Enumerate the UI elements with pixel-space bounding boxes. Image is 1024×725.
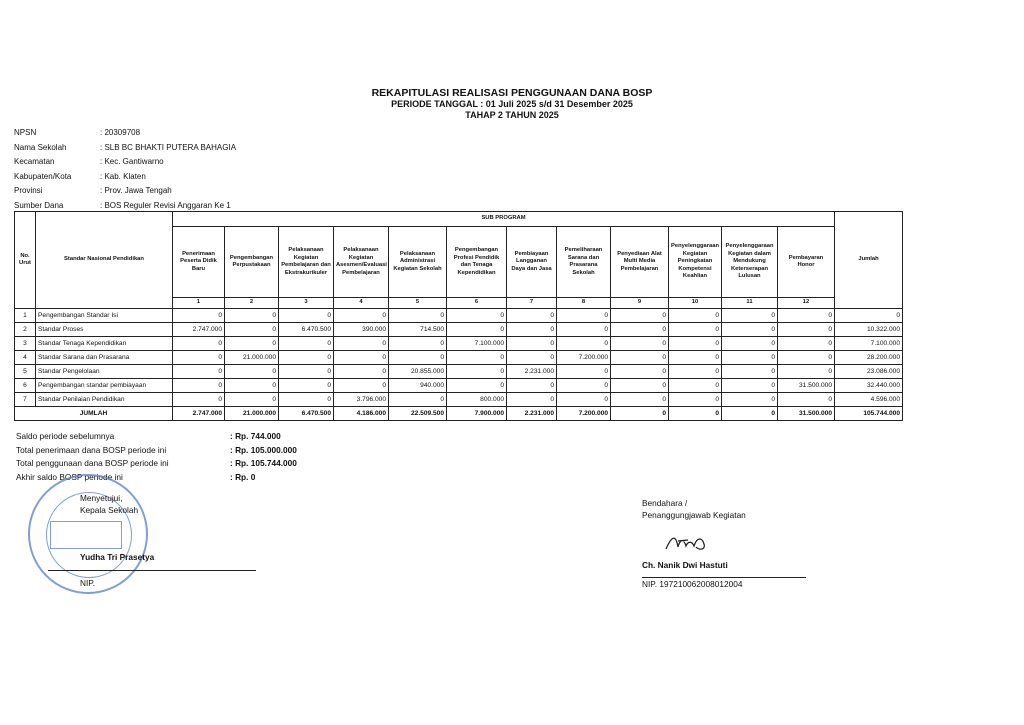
row-value: 0	[557, 365, 611, 379]
total-value: 0	[669, 407, 722, 421]
table-row	[15, 393, 903, 407]
row-value: 0	[669, 365, 722, 379]
row-standard-name: Standar Pengelolaan	[36, 365, 173, 379]
no-header: No. Urut	[15, 212, 36, 309]
row-value: 0	[722, 365, 778, 379]
treasurer-signature-block	[642, 497, 746, 589]
row-value: 0	[778, 323, 835, 337]
table-row	[15, 379, 903, 393]
info-label: Kabupaten/Kota	[14, 171, 72, 181]
treasurer-name: Ch. Nanik Dwi Hastuti	[642, 560, 728, 570]
row-value: 0	[225, 379, 279, 393]
row-standard-name: Pengembangan standar pembiayaan	[36, 379, 173, 393]
row-number: 2	[15, 323, 36, 337]
total-header: Jumlah	[835, 212, 903, 309]
row-value: 0	[557, 309, 611, 323]
row-value: 0	[557, 393, 611, 407]
summary-value: : Rp. 744.000	[230, 431, 281, 441]
row-value: 0	[389, 393, 447, 407]
sub-column-number: 2	[225, 298, 279, 309]
document-stage: TAHAP 2 TAHUN 2025	[465, 110, 559, 120]
row-value: 0	[557, 337, 611, 351]
row-value: 0	[611, 351, 669, 365]
approval-label: Menyetujui,	[80, 493, 123, 503]
table-row	[15, 309, 903, 323]
info-value: : Kec. Gantiwarno	[100, 157, 164, 167]
principal-nip: NIP.	[80, 578, 96, 588]
row-value: 0	[722, 323, 778, 337]
standard-header: Standar Nasional Pendidikan	[36, 212, 173, 309]
treasurer-nip: NIP. 197210062008012004	[642, 579, 743, 589]
summary-value: : Rp. 105.000.000	[230, 444, 297, 455]
row-total: 28.200.000	[835, 351, 903, 365]
row-value: 0	[334, 351, 389, 365]
row-number: 7	[15, 393, 36, 407]
row-value: 7.200.000	[557, 351, 611, 365]
summary-row	[16, 445, 297, 459]
row-value: 0	[722, 351, 778, 365]
info-row	[14, 143, 236, 158]
document-title-block	[0, 88, 1024, 121]
row-value: 0	[611, 309, 669, 323]
row-total: 10.322.000	[835, 323, 903, 337]
total-value: 7.900.000	[447, 407, 507, 421]
row-value: 0	[225, 309, 279, 323]
row-value: 0	[173, 309, 225, 323]
info-label: NPSN	[14, 128, 37, 137]
sub-column-header: Pembayaran Honor	[778, 227, 835, 298]
summary-label: Total penggunaan dana BOSP periode ini	[16, 458, 169, 469]
row-value: 0	[334, 309, 389, 323]
row-value: 390.000	[334, 323, 389, 337]
sub-column-header: Pelaksanaan Kegiatan Asesmen/Evaluasi Pembelajaran	[334, 227, 389, 298]
info-value: : Kab. Klaten	[100, 171, 146, 181]
row-value: 0	[722, 379, 778, 393]
row-value: 0	[507, 323, 557, 337]
row-value: 0	[389, 309, 447, 323]
info-row	[14, 186, 236, 201]
row-value: 0	[279, 337, 334, 351]
row-value: 21.000.000	[225, 351, 279, 365]
summary-row	[16, 431, 297, 445]
summary-value: : Rp. 105.744.000	[230, 458, 297, 469]
row-value: 0	[507, 351, 557, 365]
row-value: 0	[722, 337, 778, 351]
row-value: 0	[447, 379, 507, 393]
balance-summary	[16, 431, 297, 485]
row-standard-name: Standar Proses	[36, 323, 173, 337]
info-value: : Prov. Jawa Tengah	[100, 186, 172, 196]
row-value: 3.796.000	[334, 393, 389, 407]
document-period: PERIODE TANGGAL : 01 Juli 2025 s/d 31 Desember 2025	[391, 99, 633, 109]
row-value: 0	[507, 309, 557, 323]
sub-column-header: Pengembangan Profesi Pendidik dan Tenaga Kependidikan	[447, 227, 507, 298]
sub-column-number: 11	[722, 298, 778, 309]
table-row	[15, 337, 903, 351]
row-value: 0	[447, 351, 507, 365]
sub-column-header: Pengembangan Perpustakaan	[225, 227, 279, 298]
row-value: 0	[557, 323, 611, 337]
row-value: 0	[778, 309, 835, 323]
info-row	[14, 128, 236, 143]
sub-column-header: Pelaksanaan Kegiatan Pembelajaran dan Ekstrakurikuler	[279, 227, 334, 298]
row-standard-name: Standar Sarana dan Prasarana	[36, 351, 173, 365]
info-value: : BOS Reguler Revisi Anggaran Ke 1	[100, 200, 231, 210]
total-value: 0	[722, 407, 778, 421]
principal-signature-block	[80, 492, 155, 588]
info-label: Provinsi	[14, 186, 43, 196]
total-value: 7.200.000	[557, 407, 611, 421]
row-total: 23.086.000	[835, 365, 903, 379]
row-value: 0	[447, 323, 507, 337]
row-value: 0	[173, 379, 225, 393]
sub-column-number: 7	[507, 298, 557, 309]
sub-column-number: 9	[611, 298, 669, 309]
row-value: 0	[611, 365, 669, 379]
row-total: 7.100.000	[835, 337, 903, 351]
sub-column-number: 10	[669, 298, 722, 309]
row-value: 0	[173, 351, 225, 365]
grand-total: 105.744.000	[835, 407, 903, 421]
row-value: 0	[507, 393, 557, 407]
principal-role: Kepala Sekolah	[80, 505, 139, 515]
summary-value: : Rp. 0	[230, 471, 256, 482]
row-value: 0	[173, 393, 225, 407]
row-value: 0	[669, 351, 722, 365]
info-value: : SLB BC BHAKTI PUTERA BAHAGIA	[100, 142, 237, 152]
row-value: 0	[389, 351, 447, 365]
row-value: 0	[389, 337, 447, 351]
row-value: 0	[279, 309, 334, 323]
row-total: 0	[835, 309, 903, 323]
info-row	[14, 157, 236, 172]
summary-label: Saldo periode sebelumnya	[16, 431, 115, 441]
row-value: 31.500.000	[778, 379, 835, 393]
school-info	[14, 128, 236, 216]
row-number: 3	[15, 337, 36, 351]
row-number: 6	[15, 379, 36, 393]
total-row	[15, 407, 903, 421]
sub-column-number: 8	[557, 298, 611, 309]
sub-column-number: 5	[389, 298, 447, 309]
row-total: 32.440.000	[835, 379, 903, 393]
sub-column-header: Pemeliharaan Sarana dan Prasarana Sekolah	[557, 227, 611, 298]
row-value: 0	[225, 393, 279, 407]
treasurer-signature-line	[642, 577, 806, 578]
row-value: 2.231.000	[507, 365, 557, 379]
row-value: 0	[447, 365, 507, 379]
row-value: 0	[778, 365, 835, 379]
row-value: 0	[669, 337, 722, 351]
total-value: 4.186.000	[334, 407, 389, 421]
row-value: 0	[611, 393, 669, 407]
row-value: 0	[507, 379, 557, 393]
summary-label: Akhir saldo BOSP periode ini	[16, 471, 123, 482]
row-value: 0	[611, 379, 669, 393]
row-standard-name: Standar Tenaga Kependidikan	[36, 337, 173, 351]
row-value: 714.500	[389, 323, 447, 337]
row-value: 0	[225, 365, 279, 379]
row-value: 20.855.000	[389, 365, 447, 379]
info-label: Nama Sekolah	[14, 142, 67, 152]
table-row	[15, 365, 903, 379]
sub-column-number: 3	[279, 298, 334, 309]
row-value: 940.000	[389, 379, 447, 393]
total-label: JUMLAH	[15, 407, 173, 421]
row-value: 0	[778, 351, 835, 365]
sub-column-header: Penyediaan Alat Multi Media Pembelajaran	[611, 227, 669, 298]
sub-column-header: Penyelenggaraan Kegiatan dalam Mendukung Keterserapan Lulusan	[722, 227, 778, 298]
total-value: 6.470.500	[279, 407, 334, 421]
row-value: 0	[669, 323, 722, 337]
row-value: 0	[557, 379, 611, 393]
total-value: 21.000.000	[225, 407, 279, 421]
info-label: Kecamatan	[14, 157, 55, 167]
row-value: 0	[225, 323, 279, 337]
sub-column-number: 1	[173, 298, 225, 309]
sub-column-number: 6	[447, 298, 507, 309]
row-standard-name: Pengembangan Standar Isi	[36, 309, 173, 323]
row-value: 0	[722, 309, 778, 323]
row-value: 0	[669, 309, 722, 323]
total-value: 0	[611, 407, 669, 421]
row-value: 6.470.500	[279, 323, 334, 337]
handwritten-signature	[664, 531, 714, 553]
row-value: 0	[611, 337, 669, 351]
total-value: 31.500.000	[778, 407, 835, 421]
row-value: 0	[722, 393, 778, 407]
summary-row	[16, 458, 297, 472]
total-value: 2.747.000	[173, 407, 225, 421]
row-total: 4.596.000	[835, 393, 903, 407]
principal-signature-line	[48, 570, 256, 571]
row-value: 0	[334, 337, 389, 351]
sub-column-header: Penyelenggaraan Kegiatan Peningkatan Kompetensi Keahlian	[669, 227, 722, 298]
row-value: 0	[507, 337, 557, 351]
row-value: 7.100.000	[447, 337, 507, 351]
sub-column-header: Penerimaan Peserta Didik Baru	[173, 227, 225, 298]
row-value: 0	[279, 393, 334, 407]
row-value: 800.000	[447, 393, 507, 407]
row-value: 0	[447, 309, 507, 323]
document-title: REKAPITULASI REALISASI PENGGUNAAN DANA BOSP	[371, 87, 653, 99]
row-value: 0	[279, 365, 334, 379]
row-number: 5	[15, 365, 36, 379]
summary-label: Total penerimaan dana BOSP periode ini	[16, 444, 167, 455]
row-value: 0	[669, 393, 722, 407]
row-value: 0	[173, 365, 225, 379]
row-standard-name: Standar Penilaian Pendidikan	[36, 393, 173, 407]
row-value: 0	[778, 337, 835, 351]
info-row	[14, 172, 236, 187]
sub-column-number: 12	[778, 298, 835, 309]
info-label: Sumber Dana	[14, 200, 64, 210]
sub-column-header: Pembiayaan Langganan Daya dan Jasa	[507, 227, 557, 298]
sub-program-header: SUB PROGRAM	[173, 212, 835, 227]
total-value: 22.509.500	[389, 407, 447, 421]
row-number: 4	[15, 351, 36, 365]
row-value: 0	[279, 351, 334, 365]
recap-table	[14, 211, 903, 421]
row-value: 0	[334, 365, 389, 379]
row-value: 2.747.000	[173, 323, 225, 337]
table-row	[15, 323, 903, 337]
principal-name: Yudha Tri Prasetya	[80, 552, 155, 562]
sub-column-header: Pelaksanaan Administrasi Kegiatan Sekolah	[389, 227, 447, 298]
table-row	[15, 351, 903, 365]
row-number: 1	[15, 309, 36, 323]
treasurer-role-2: Penanggungjawab Kegiatan	[642, 510, 746, 520]
row-value: 0	[669, 379, 722, 393]
total-value: 2.231.000	[507, 407, 557, 421]
row-value: 0	[173, 337, 225, 351]
row-value: 0	[611, 323, 669, 337]
row-value: 0	[778, 393, 835, 407]
treasurer-role-1: Bendahara /	[642, 498, 688, 508]
row-value: 0	[279, 379, 334, 393]
row-value: 0	[225, 337, 279, 351]
row-value: 0	[334, 379, 389, 393]
info-value: : 20309708	[100, 128, 141, 137]
sub-column-number: 4	[334, 298, 389, 309]
